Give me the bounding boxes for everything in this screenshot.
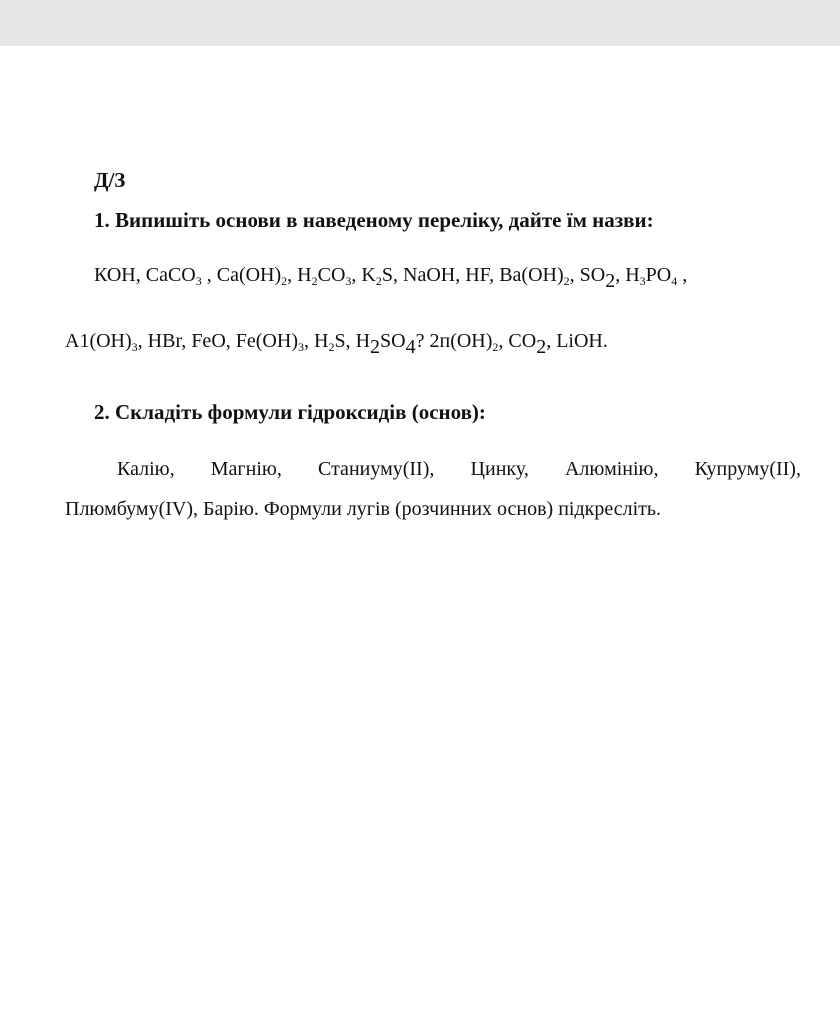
formula-text: Fe(OH) <box>235 330 298 352</box>
formula-text: ? <box>415 330 430 352</box>
formula-subscript: 3 <box>639 274 646 288</box>
formula-text: , <box>498 330 509 352</box>
formula-text: H <box>355 330 371 352</box>
formula-subscript: 2 <box>492 340 499 354</box>
formula-item <box>314 330 356 352</box>
formula-text: LiOH. <box>556 330 608 352</box>
formula-item <box>429 330 508 352</box>
formula-item <box>236 330 314 352</box>
formula-item <box>403 264 465 286</box>
task-1-formula-row-2 <box>65 330 608 358</box>
formula-item <box>361 264 403 286</box>
element-name: Купруму(II), <box>694 458 801 480</box>
formula-item <box>297 264 361 286</box>
formula-item <box>94 264 146 286</box>
formula-item <box>625 264 687 286</box>
formula-item <box>148 330 192 352</box>
formula-item <box>217 264 297 286</box>
formula-item <box>499 264 579 286</box>
formula-item <box>355 330 430 358</box>
formula-text: K <box>361 264 376 286</box>
formula-item <box>465 264 499 286</box>
formula-text: HF, <box>465 264 500 286</box>
formula-text: NaOH, <box>403 264 466 286</box>
formula-text: , <box>137 330 148 352</box>
homework-label: Д/З <box>94 168 126 192</box>
formula-text: , <box>569 264 580 286</box>
formula-text: HBr, <box>147 330 192 352</box>
formula-subscript: 2 <box>281 274 288 288</box>
formula-subscript: 3 <box>297 340 304 354</box>
formula-subscript: 2 <box>375 274 382 288</box>
formula-text: CO <box>508 330 537 352</box>
formula-text: Ca(OH) <box>216 264 282 286</box>
element-name: Станиуму(II), <box>318 458 435 480</box>
formula-text: 2п(OH) <box>429 330 493 352</box>
document-page <box>0 46 840 1034</box>
task-2-title: 2. Складіть формули гідроксидів (основ): <box>94 400 486 424</box>
task-1-title: 1. Випишіть основи в наведеному переліку, дайте їм назви: <box>94 208 654 232</box>
formula-text: H <box>625 264 640 286</box>
formula-subscript: 2 <box>536 336 547 358</box>
formula-text: CaCO <box>145 264 196 286</box>
formula-text: FeO, <box>191 330 236 352</box>
formula-text: , <box>615 264 626 286</box>
formula-subscript: 2 <box>328 340 335 354</box>
formula-text: SO <box>380 330 406 352</box>
formula-item <box>508 330 557 358</box>
task-1-formula-row-1 <box>94 264 688 292</box>
formula-item <box>146 264 217 286</box>
formula-subscript: 2 <box>605 270 616 292</box>
element-name: Магнію, <box>210 458 282 480</box>
formula-text: , <box>135 264 146 286</box>
formula-item <box>556 330 608 352</box>
formula-text: , <box>287 264 298 286</box>
formula-text: , <box>351 264 362 286</box>
formula-text: CO <box>317 264 346 286</box>
formula-text: H <box>297 264 312 286</box>
formula-subscript: 3 <box>195 274 202 288</box>
formula-subscript: 3 <box>131 340 138 354</box>
task-2-elements-line-1 <box>117 458 801 481</box>
formula-subscript: 2 <box>563 274 570 288</box>
formula-text: PO <box>645 264 672 286</box>
formula-text: SO <box>579 264 606 286</box>
formula-subscript: 4 <box>405 336 416 358</box>
formula-text: Ba(OH) <box>499 264 564 286</box>
formula-item <box>191 330 235 352</box>
element-name: Алюмінію, <box>564 458 659 480</box>
formula-item <box>65 330 148 352</box>
formula-subscript: 2 <box>311 274 318 288</box>
element-name: Калію, <box>117 458 175 480</box>
formula-text: S, <box>334 330 356 352</box>
formula-subscript: 2 <box>370 336 381 358</box>
formula-text: , <box>303 330 314 352</box>
formula-text: КОН <box>94 264 136 286</box>
viewer-top-bar <box>0 0 840 46</box>
formula-text: H <box>313 330 329 352</box>
formula-text: S, <box>381 264 403 286</box>
formula-subscript: 4 <box>671 274 678 288</box>
task-2-elements-line-2: Плюмбуму(IV), Барію. Формули лугів (розчинних основ) підкресліть. <box>65 498 662 520</box>
formula-text: , <box>201 264 217 286</box>
formula-text: , <box>546 330 557 352</box>
formula-text: , <box>677 264 688 286</box>
formula-text: A1(OH) <box>65 330 132 352</box>
element-name: Цинку, <box>470 458 529 480</box>
formula-item <box>579 264 626 292</box>
formula-subscript: 3 <box>345 274 352 288</box>
